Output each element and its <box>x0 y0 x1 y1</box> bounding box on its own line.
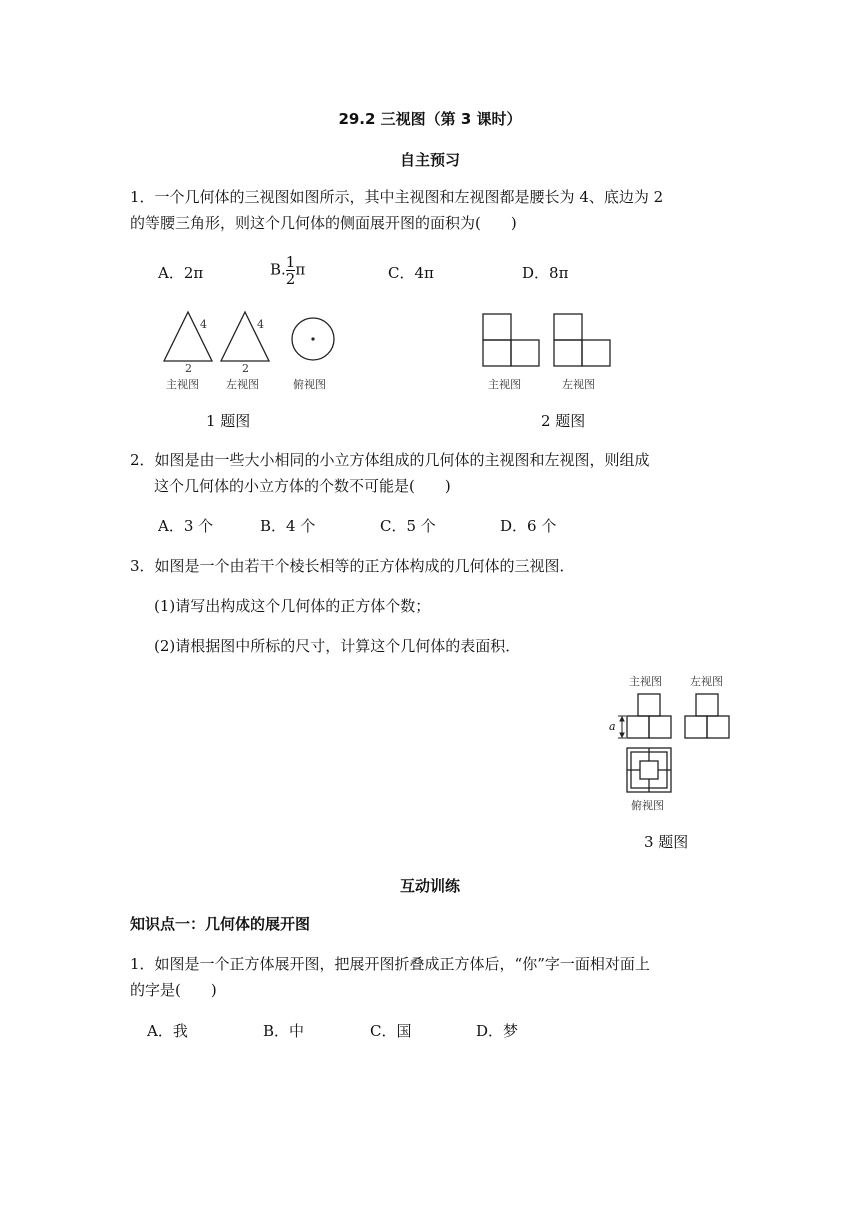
q1-option-d: D．8π <box>522 264 569 282</box>
q3-top-view-label: 俯视图 <box>631 799 664 812</box>
q2-option-a: A．3 个 <box>158 517 214 535</box>
q1-front-base-length: 2 <box>185 362 192 375</box>
q2-front-view-grid <box>483 314 539 366</box>
q3-top-view-grid <box>627 748 671 792</box>
q3-line1: 3．如图是一个由若干个棱长相等的正方体构成的几何体的三视图． <box>130 557 575 575</box>
q2-left-view-grid <box>554 314 610 366</box>
q2-figure-caption: 2 题图 <box>541 412 586 430</box>
q3-dimension-marker <box>618 716 626 738</box>
q3-front-view-label: 主视图 <box>629 675 662 688</box>
q1-option-c: C．4π <box>388 264 434 282</box>
page-title: 29.2 三视图（第 3 课时） <box>338 110 522 128</box>
q1-left-side-length: 4 <box>257 318 264 331</box>
q1-top-view-label: 俯视图 <box>293 378 326 391</box>
q3-left-view-label: 左视图 <box>690 675 723 688</box>
q1-figure-caption: 1 题图 <box>206 412 251 430</box>
p1-line1: 1．如图是一个正方体展开图，把展开图折叠成正方体后，“你”字一面相对面上 <box>130 955 650 973</box>
q1-option-b-suffix: π <box>295 260 306 279</box>
p1-option-d: D．梦 <box>476 1022 519 1040</box>
q2-option-d: D．6 个 <box>500 517 557 535</box>
p1-line2: 的字是( ) <box>130 981 217 999</box>
p1-option-a: A．我 <box>147 1022 188 1040</box>
q3-left-view-grid <box>685 694 729 738</box>
q1-left-base-length: 2 <box>242 362 249 375</box>
section-heading-preview: 自主预习 <box>399 151 460 169</box>
q1-option-b <box>270 254 305 287</box>
knowledge-point-heading: 知识点一：几何体的展开图 <box>130 915 311 933</box>
q1-line2: 的等腰三角形，则这个几何体的侧面展开图的面积为( ) <box>130 214 517 232</box>
q1-line1: 1．一个几何体的三视图如图所示，其中主视图和左视图都是腰长为 4、底边为 2 <box>130 188 664 206</box>
q2-figure <box>482 312 612 368</box>
q1-option-b-prefix: B. <box>270 260 286 279</box>
q1-option-b-fraction <box>286 254 296 287</box>
q1-figure <box>158 308 348 364</box>
q3-figure <box>606 690 736 798</box>
q2-line2: 这个几何体的小立方体的个数不可能是( ) <box>154 477 451 495</box>
q1-front-view-label: 主视图 <box>166 378 199 391</box>
q2-line1: 2．如图是由一些大小相同的小立方体组成的几何体的主视图和左视图，则组成 <box>130 451 650 469</box>
q1-option-a: A．2π <box>158 264 204 282</box>
q1-front-side-length: 4 <box>200 318 207 331</box>
top-view-center-dot <box>311 337 314 340</box>
q2-left-view-label: 左视图 <box>562 378 595 391</box>
q1-option-b-denominator: 2 <box>285 270 296 288</box>
q2-option-b: B．4 个 <box>260 517 316 535</box>
q3-dimension-label: a <box>609 720 616 733</box>
q2-front-view-label: 主视图 <box>488 378 521 391</box>
q3-front-view-grid <box>627 694 671 738</box>
q1-left-view-label: 左视图 <box>226 378 259 391</box>
q1-option-b-numerator: 1 <box>285 253 296 271</box>
q3-sub1: (1)请写出构成这个几何体的正方体个数； <box>154 597 431 615</box>
q3-figure-caption: 3 题图 <box>644 833 689 851</box>
section-heading-practice: 互动训练 <box>399 877 460 895</box>
p1-option-c: C．国 <box>370 1022 412 1040</box>
q2-option-c: C．5 个 <box>380 517 436 535</box>
q3-sub2: (2)请根据图中所标的尺寸，计算这个几何体的表面积． <box>154 637 521 655</box>
p1-option-b: B．中 <box>263 1022 305 1040</box>
